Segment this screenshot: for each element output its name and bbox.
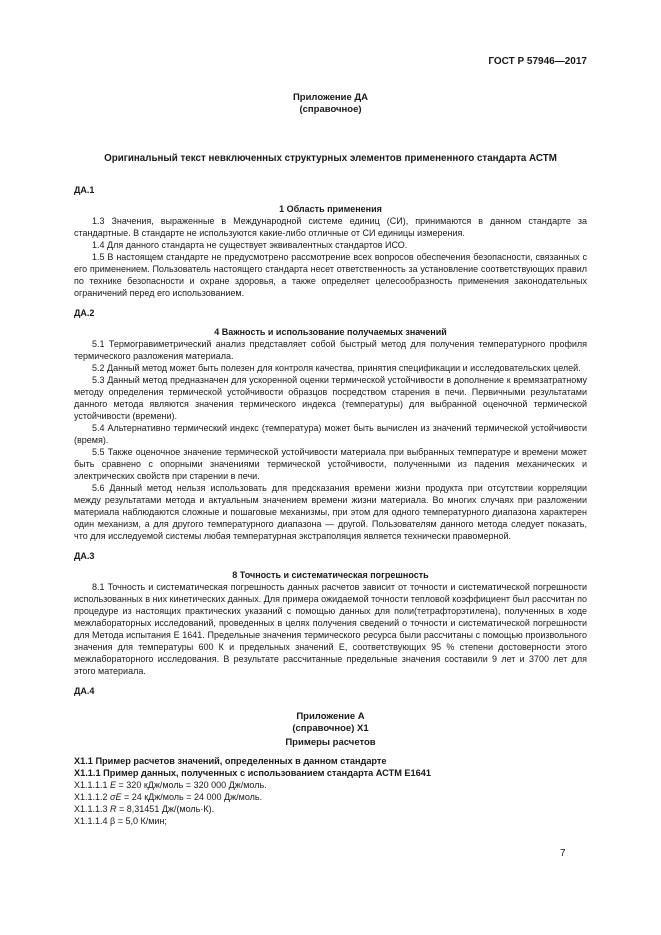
clause-symbol: E [110, 780, 117, 790]
section-title: 4 Важность и использование получаемых значений [214, 327, 447, 337]
clause-symbol: β [110, 816, 116, 826]
section-id: ДА.4 [74, 686, 95, 696]
annex-a-heading: Примеры расчетов [285, 737, 376, 748]
annex-da-subtitle: (справочное) [299, 104, 362, 115]
clause-symbol: R [110, 804, 117, 814]
clause-text: = 8,31451 Дж/(моль·К). [116, 804, 215, 814]
clause-text: = 5,0 К/мин; [115, 816, 167, 826]
section-id: ДА.2 [74, 308, 95, 318]
section-id: ДА.3 [74, 551, 95, 561]
clause-text: = 320 кДж/моль = 320 000 Дж/моль. [116, 780, 267, 790]
annex-da-title: Приложение ДА [292, 92, 369, 103]
main-title: Оригинальный текст невключенных структурных элементов примененного стандарта АСТМ [104, 153, 557, 164]
paragraph: 1.4 Для данного стандарта не существует эквивалентных стандартов ИСО. [92, 240, 408, 250]
paragraph: 5.5 Также оценочное значение термической устойчивости материала при выбранных температуре и времени может быть сравнено с опорными значениями термической устойчивости, полученными из падения механических и электрических свойств при старении в печи. [74, 447, 587, 481]
clause-line [74, 791, 587, 803]
paragraph: 5.4 Альтернативно термический индекс (температура) может быть вычислен из значений термической устойчивости (время). [74, 423, 587, 445]
clause-number: Х1.1.1.1 [74, 780, 111, 790]
paragraph: 1.5 В настоящем стандарте не предусмотрено рассмотрение всех вопросов обеспечения безопасности, связанных с его применением. Пользователь настоящего стандарта несет ответственность за установление соответствующих правил по технике безопасности и охране здоровья, а также определяет целесообразность применения законодательных ограничений перед его использованием. [74, 252, 587, 298]
clause-number: Х1.1.1.3 [74, 804, 111, 814]
clause-text: = 24 кДж/моль = 24 000 Дж/моль. [121, 792, 263, 802]
clause-x1-1: Х1.1 Пример расчетов значений, определенных в данном стандарте [74, 756, 387, 766]
paragraph: 5.1 Термогравиметрический анализ представляет собой быстрый метод для получения температурного профиля термического разложения материала. [74, 339, 587, 361]
paragraph: 5.3 Данный метод предназначен для ускоренной оценки термической устойчивости в дополнение к времязатратному методу определения термической устойчивости образцов посредством старения в печи. Первичными результатами данного метода являются значения термического индекса (температуры) для выбранной оценочной термической устойчивости (времени). [74, 375, 587, 421]
section-id: ДА.1 [74, 185, 95, 195]
section-title: 8 Точность и систематическая погрешность [232, 570, 429, 580]
clause-number: Х1.1.1.4 [74, 816, 111, 826]
clause-symbol: σE [110, 792, 122, 802]
paragraph: 5.6 Данный метод нельзя использовать для предсказания времени жизни продукта при отсутствии корреляции между результатами метода и актуальным значением времени жизни материала. Во многих случаях при разложении материала наблюдаются сложные и пошаговые механизмы, при этом для одного температурного диапазона характерен один механизм, а для другого температурного диапазона — другой. Пользователям данного метода следует показать, что для исследуемой системы любая температурная экстраполяция является технически правомерной. [74, 483, 587, 541]
annex-a-subtitle: (справочное) Х1 [292, 723, 369, 734]
clause-line [74, 815, 587, 827]
clause-line [74, 803, 587, 815]
paragraph: 5.2 Данный метод может быть полезен для контроля качества, принятия спецификации и исследовательских целей. [92, 363, 581, 373]
clause-x1-1-1: Х1.1.1 Пример данных, полученных с использованием стандарта АСТМ Е1641 [74, 768, 431, 778]
paragraph: 8.1 Точность и систематическая погрешность данных расчетов зависит от точности и систематической погрешности использованных в них кинетических данных. Для примера ожидаемой точности тепловой коэффициент был рассчитан по процедуре из настоящих практических указаний с помощью данных для поли(тетрафторэтилена), полученных в ходе межлабораторных исследований, проведенных в целях получения сведений о точности и систематической погрешности для Метода испытания Е 1641. Предельные значения термического ресурса были рассчитаны с помощью произвольного значения для температуры 600 К и предельных значений Е, соответствующих 95 % степени достоверности этого межлабораторного исследования. В результате рассчитанные предельные значения составили 9 лет и 3700 лет для этого материала. [74, 582, 587, 676]
document-code: ГОСТ Р 57946—2017 [488, 56, 587, 67]
clause-line [74, 779, 587, 791]
page-number: 7 [560, 848, 566, 859]
section-title: 1 Область применения [279, 204, 382, 214]
annex-a [74, 711, 587, 827]
clause-number: Х1.1.1.2 [74, 792, 111, 802]
annex-a-title: Приложение А [296, 711, 365, 722]
paragraph: 1.3 Значения, выраженные в Международной системе единиц (СИ), принимаются в данном стандарте за стандартные. В стандарте не используются какие-либо отличные от СИ единицы измерения. [74, 216, 587, 238]
